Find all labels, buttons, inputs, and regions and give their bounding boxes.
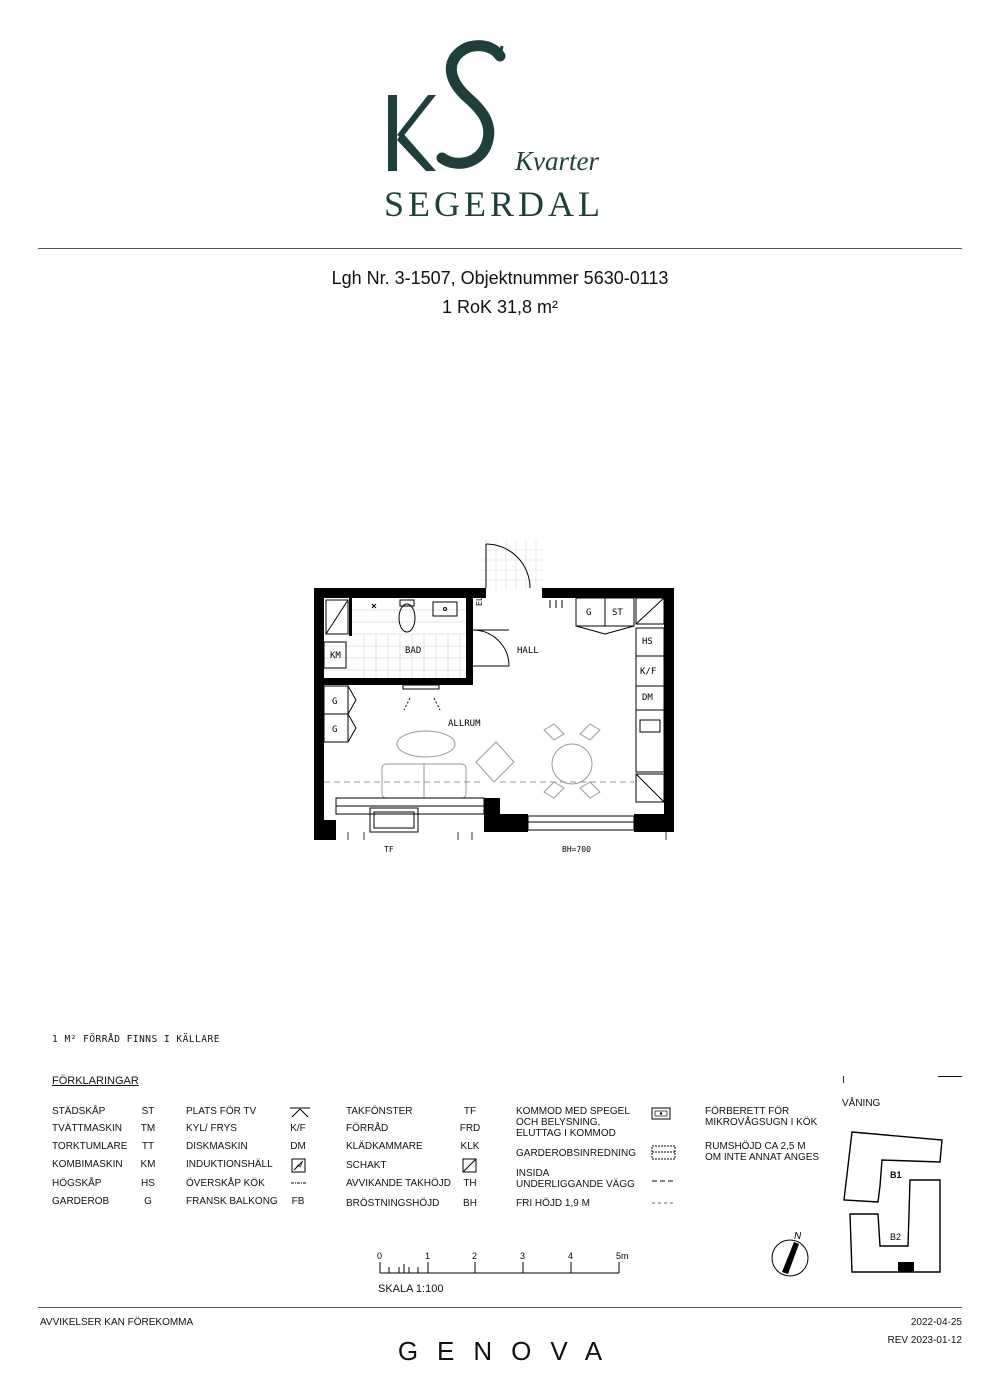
legend-code: TF [463,1106,477,1117]
legend-code: KLK [460,1141,480,1152]
header-divider [38,248,962,249]
legend-item: BRÖSTNINGSHÖJD [346,1198,440,1209]
legend-code: BH [463,1198,477,1209]
legend-item: AVVIKANDE TAKHÖJD [346,1178,452,1189]
scale-label: SKALA 1:100 [378,1283,444,1295]
floor-roman: I [842,1075,845,1086]
room-hall: HALL [517,646,539,656]
floor-plan [300,530,690,860]
ks-monogram-logo [380,40,510,180]
label-kf: K/F [640,667,657,677]
apartment-id: Lgh Nr. 3-1507, Objektnummer 5630-0113 [331,268,669,288]
legend-item-rumshojd [705,1141,819,1163]
shaft-icon [462,1158,478,1174]
building-b1-label: B1 [890,1170,902,1180]
drawing-date: 2022-04-25 [910,1317,962,1328]
scale-tick-3: 3 [520,1251,526,1261]
label-hs: HS [642,637,653,647]
tv-symbol-icon [288,1106,312,1118]
room-bad: BAD [405,646,422,656]
footer-divider [38,1307,962,1308]
legend-item: DISKMASKIN [186,1141,248,1152]
legend-item: TORKTUMLARE [52,1141,128,1152]
brand-kvarter: Kvarter [515,146,599,176]
legend-line: RUMSHÖJD CA 2,5 M [705,1141,806,1152]
wardrobe-fitting-icon [651,1145,677,1161]
legend-code: TM [140,1123,156,1134]
legend-item: GARDEROBSINREDNING [516,1148,637,1159]
floor-marker-line [938,1076,962,1077]
legend-code: G [144,1196,152,1207]
legend-line: FÖRBERETT FÖR [705,1106,790,1117]
label-g-hall: G [586,608,592,618]
storage-note: 1 M² FÖRRÅD FINNS I KÄLLARE [52,1034,220,1045]
legend-line: INSIDA [516,1168,550,1179]
legend-item: KOMBIMASKIN [52,1159,123,1170]
building-key-plan [838,1126,948,1276]
compass-north-label: N [794,1231,802,1242]
legend-item: KYL/ FRYS [186,1123,237,1134]
legend-code: HS [141,1178,155,1189]
legend-code: FRD [459,1123,481,1134]
legend-code: KM [140,1159,156,1170]
scale-tick-5: 5m [616,1251,629,1261]
compass-icon [768,1226,814,1282]
label-bh: BH=700 [562,845,591,854]
legend-title: FÖRKLARINGAR [52,1075,139,1087]
legend-item: FÖRRÅD [346,1123,389,1134]
floor-label: VÅNING [842,1098,881,1109]
scale-tick-2: 2 [472,1251,478,1261]
apartment-size: 1 RoK 31,8 m² [441,297,559,317]
legend-line: UNDERLIGGANDE VÄGG [516,1179,635,1190]
legend-item: PLATS FÖR TV [186,1106,257,1117]
scale-bar [370,1248,640,1280]
legend-item: KLÄDKAMMARE [346,1141,423,1152]
label-g-allrum-1: G [332,697,338,707]
legend-line: OM INTE ANNAT ANGES [705,1152,820,1163]
label-st: ST [612,608,623,618]
induction-hob-icon [291,1158,307,1174]
label-dm: DM [642,693,653,703]
label-km: KM [330,651,341,661]
legend-item: STÄDSKÅP [52,1106,106,1117]
mirror-cabinet-icon [651,1107,673,1121]
wall-cabinet-icon [290,1180,308,1186]
legend-item: INDUKTIONSHÄLL [186,1159,273,1170]
legend-code: ST [141,1106,155,1117]
legend-item-insida [516,1168,635,1190]
label-tf: TF [384,845,394,854]
legend-code: TT [141,1141,155,1152]
legend-item: FRANSK BALKONG [186,1196,278,1207]
legend-line: OCH BELYSNING, [516,1117,601,1128]
legend-item: TVÄTTMASKIN [52,1123,123,1134]
room-allrum: ALLRUM [448,719,481,729]
underlying-wall-icon [651,1178,677,1184]
legend-code: TH [463,1178,477,1189]
label-elc: ELC [475,591,484,606]
legend-line: MIKROVÅGSUGN I KÖK [705,1117,818,1128]
legend-item-kommod [516,1106,630,1139]
revision-date: REV 2023-01-12 [887,1335,962,1346]
legend-item: TAKFÖNSTER [346,1106,413,1117]
brand-segerdal: SEGERDAL [384,184,604,224]
legend-code: FB [291,1196,305,1207]
legend-item: HÖGSKÅP [52,1178,102,1189]
legend-code: DM [290,1141,306,1152]
company-logo-genova: GENOVA [397,1336,622,1366]
legend-line: ELUTTAG I KOMMOD [516,1128,616,1139]
legend-item: ÖVERSKÅP KÖK [186,1178,265,1189]
free-height-icon [651,1200,677,1206]
legend-item: GARDEROB [52,1196,110,1207]
scale-tick-0: 0 [377,1251,383,1261]
building-b2-label: B2 [890,1232,902,1242]
disclaimer: AVVIKELSER KAN FÖREKOMMA [40,1317,194,1328]
scale-tick-1: 1 [425,1251,431,1261]
label-g-allrum-2: G [332,725,338,735]
scale-tick-4: 4 [568,1251,574,1261]
legend-item: FRI HÖJD 1,9 M [516,1198,590,1209]
legend-line: KOMMOD MED SPEGEL [516,1106,630,1117]
legend-item: SCHAKT [346,1160,387,1171]
legend-code: K/F [290,1123,306,1134]
legend-item-mikro [705,1106,817,1128]
